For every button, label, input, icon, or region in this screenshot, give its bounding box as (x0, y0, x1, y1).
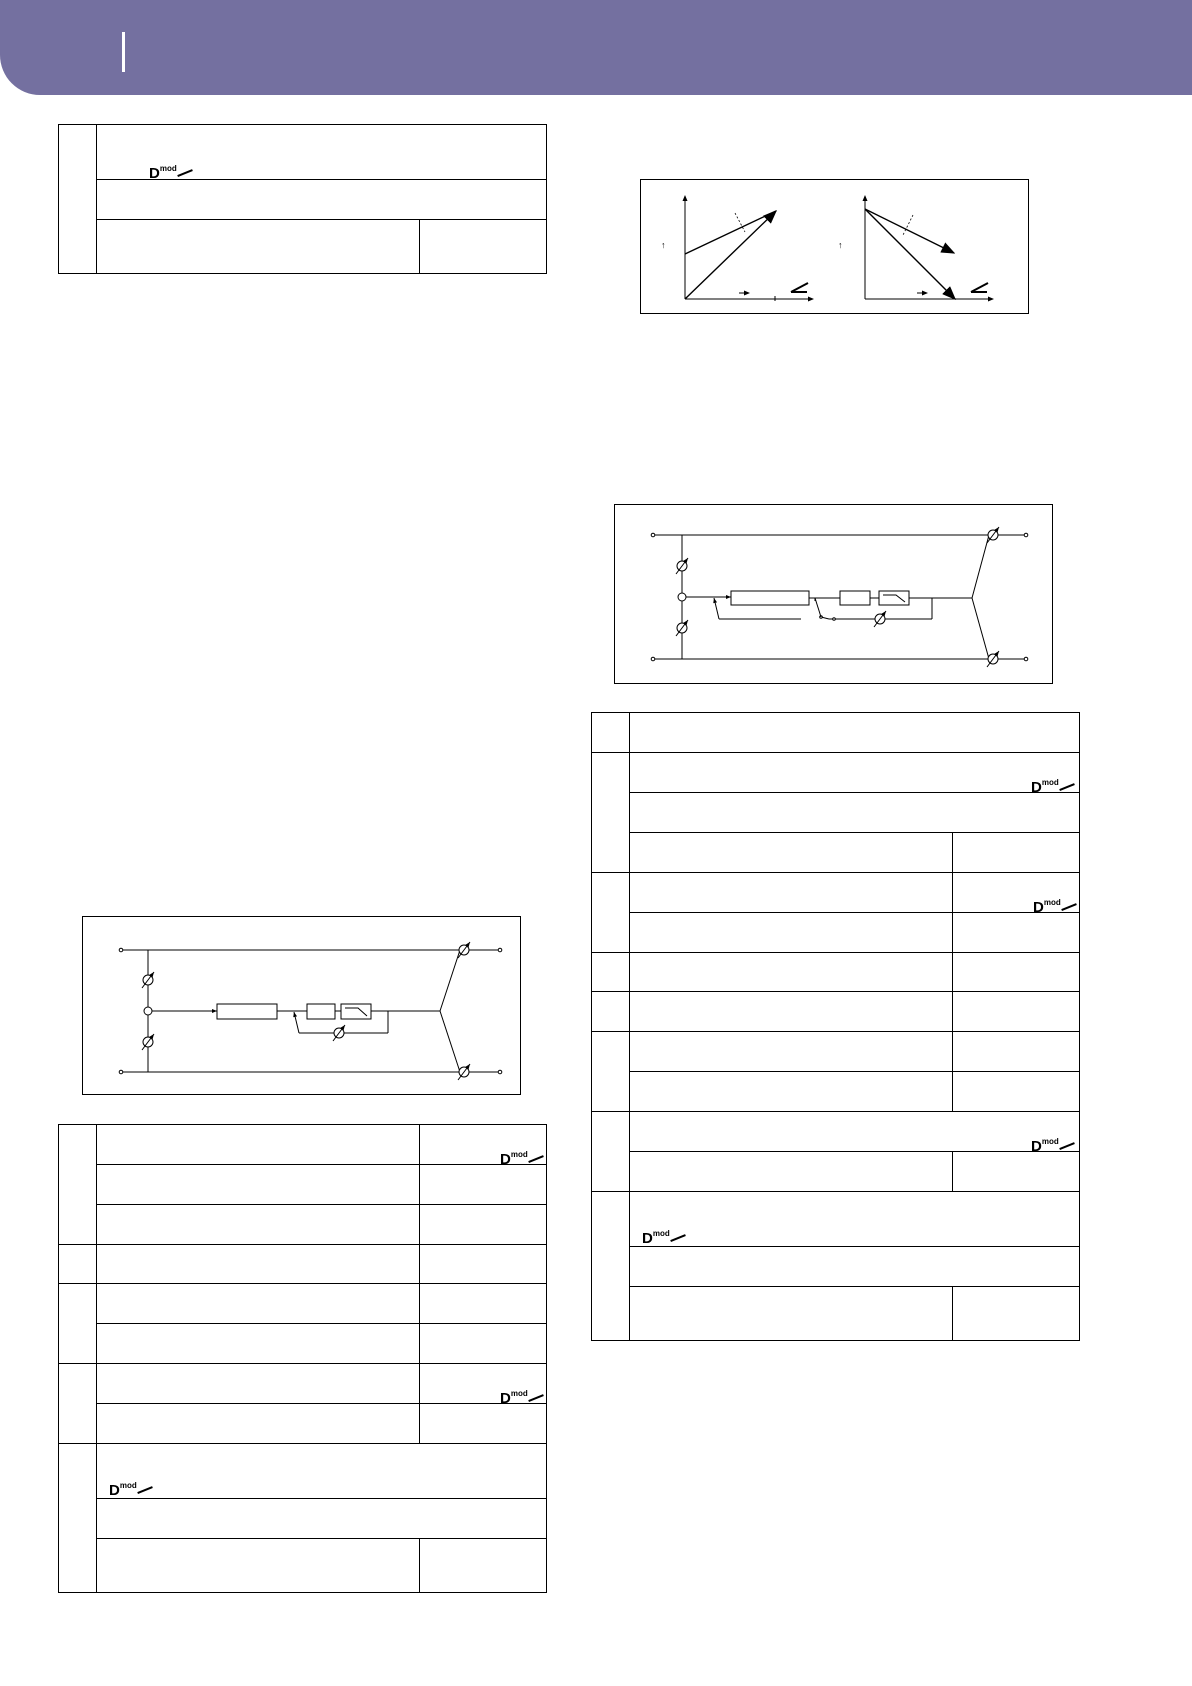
param-number-cell (592, 953, 630, 992)
delay-block (731, 591, 809, 605)
param-sub-cell (97, 1539, 420, 1593)
filter-block (341, 1004, 371, 1019)
parameter-table-2 (58, 1124, 547, 1593)
param-sub-cell (97, 1404, 420, 1444)
param-value-cell (953, 873, 1080, 916)
dmod-icon: $D^{mod}$ (1031, 775, 1076, 795)
param-number-cell (59, 125, 97, 274)
output-split (440, 1011, 460, 1072)
param-number-cell (592, 1192, 630, 1341)
pedal-icon (971, 283, 988, 292)
param-name-cell (97, 1284, 420, 1324)
param-value-cell (420, 1205, 547, 1245)
signal-flow-svg (83, 917, 520, 1094)
param-sub-cell (630, 833, 953, 873)
param-name-cell (630, 873, 953, 913)
page-header-band (0, 0, 1192, 95)
param-value-cell (420, 1404, 547, 1444)
param-number-cell (592, 992, 630, 1032)
param-number-cell (59, 1245, 97, 1284)
input-terminal (119, 948, 123, 952)
param-sub-cell (97, 1324, 420, 1364)
output-split (440, 950, 460, 1011)
param-value-cell (420, 1245, 547, 1284)
parameter-table-3 (591, 712, 1080, 1341)
param-desc-cell (97, 180, 547, 220)
param-number-cell (592, 753, 630, 873)
param-sub-cell (97, 220, 420, 274)
output-terminal (498, 948, 502, 952)
signal-flow-diagram-right (614, 504, 1053, 684)
param-name-cell (630, 753, 1080, 796)
param-value-cell (420, 1539, 547, 1593)
param-sub-cell (630, 1152, 953, 1192)
param-number-cell (592, 873, 630, 953)
param-sub-cell (630, 1072, 953, 1112)
output-terminal (1024, 533, 1028, 537)
param-number-cell (59, 1284, 97, 1364)
pedal-icon (791, 283, 808, 292)
mixer-node (678, 593, 686, 601)
dmod-icon: $D^{mod}$ (500, 1147, 545, 1167)
param-name-cell (97, 1364, 420, 1404)
dmod-icon: $D^{mod}$ (1031, 1134, 1076, 1154)
graph-line (865, 209, 955, 299)
param-value-cell (953, 1287, 1080, 1341)
param-value-cell (420, 1125, 547, 1168)
signal-flow-svg (615, 505, 1052, 683)
param-value-cell (953, 1032, 1080, 1072)
param-value-cell (420, 1284, 547, 1324)
param-sub-cell (97, 1165, 420, 1205)
param-number-cell (592, 1112, 630, 1192)
parameter-table-1 (58, 124, 547, 274)
header-divider (122, 32, 125, 72)
param-value-cell (420, 1364, 547, 1407)
graph-line (685, 211, 776, 254)
param-name-cell (630, 992, 953, 1032)
param-name-cell (97, 1125, 420, 1165)
param-value-cell (953, 913, 1080, 953)
switch-line (815, 598, 821, 617)
dmod-icon: $D^{mod}$ (109, 1478, 154, 1498)
input-terminal (651, 533, 655, 537)
filter-curve (345, 1008, 367, 1016)
output-terminal (1024, 657, 1028, 661)
filter-block (879, 591, 909, 605)
output-split (972, 535, 989, 598)
mixer-node (144, 1007, 152, 1015)
param-desc-cell (97, 1499, 547, 1539)
param-value-cell (953, 833, 1080, 873)
param-name-cell (630, 1032, 953, 1072)
input-terminal (119, 1070, 123, 1074)
param-name-cell (630, 953, 953, 992)
output-split (972, 598, 989, 659)
delay-block (217, 1004, 277, 1019)
param-value-cell (420, 1324, 547, 1364)
param-desc-cell (630, 1247, 1080, 1287)
output-terminal (498, 1070, 502, 1074)
param-name-cell (630, 1112, 1080, 1155)
graph-line (865, 209, 954, 253)
dmod-icon: $D^{mod}$ (1033, 895, 1078, 915)
param-number-cell (59, 1125, 97, 1245)
param-number-cell (59, 1364, 97, 1444)
param-value-cell (953, 1072, 1080, 1112)
param-sub-cell (97, 1205, 420, 1245)
filter-curve (883, 595, 905, 602)
graph-line (685, 211, 776, 299)
eq-block (307, 1004, 335, 1019)
up-arrow-glyph: ↑ (838, 240, 843, 250)
response-graph-diagram (640, 179, 1029, 314)
param-number-cell (592, 713, 630, 753)
param-value-cell (420, 220, 547, 274)
param-sub-cell (630, 1287, 953, 1341)
param-value-cell (953, 992, 1080, 1032)
param-sub-cell (630, 913, 953, 953)
input-terminal (651, 657, 655, 661)
signal-flow-diagram-left (82, 916, 521, 1095)
dmod-icon: $D^{mod}$ (642, 1226, 687, 1246)
param-name-cell (97, 1444, 547, 1499)
param-name-cell (630, 713, 1080, 753)
param-number-cell (592, 1032, 630, 1112)
eq-block (840, 591, 870, 605)
param-number-cell (59, 1444, 97, 1593)
param-value-cell (420, 1165, 547, 1205)
dmod-icon: $D^{mod}$ (149, 161, 194, 181)
param-value-cell (953, 1152, 1080, 1192)
param-name-cell (97, 125, 547, 180)
param-name-cell (630, 1192, 1080, 1247)
dmod-icon: $D^{mod}$ (500, 1386, 545, 1406)
param-name-cell (97, 1245, 420, 1284)
response-graphs (641, 180, 1028, 313)
up-arrow-glyph: ↑ (661, 240, 666, 250)
param-desc-cell (630, 793, 1080, 833)
param-value-cell (953, 953, 1080, 992)
